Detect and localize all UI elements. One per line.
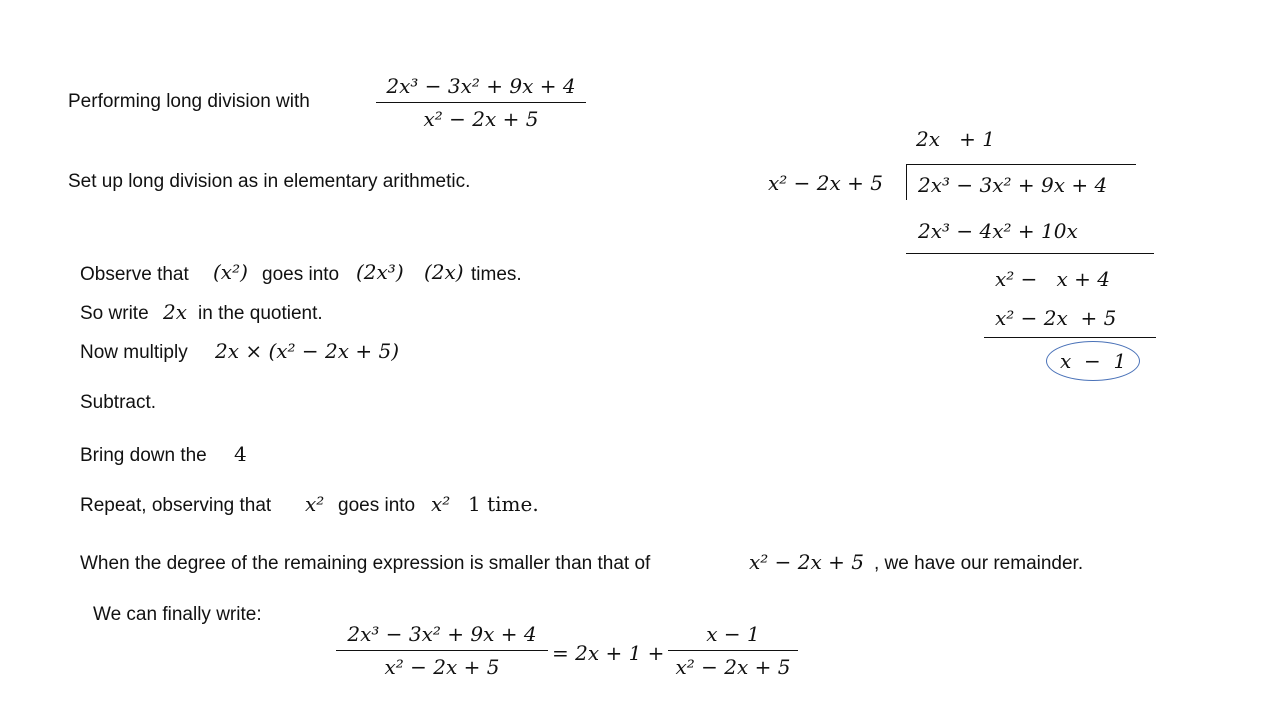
step-write-a: So write: [80, 303, 149, 324]
step-multiply: Now multiply: [80, 342, 188, 363]
result-lhs-denominator: x² − 2x + 5: [384, 655, 500, 679]
intro-fraction: [376, 76, 586, 129]
result-rhs-numerator: x − 1: [706, 622, 760, 646]
step-observe-a: Observe that: [80, 264, 189, 285]
step-bring-down: Bring down the: [80, 445, 207, 466]
step-repeat-a: Repeat, observing that: [80, 495, 272, 516]
step-observe-c: times.: [471, 264, 522, 285]
intro-text: Performing long division with: [68, 91, 310, 112]
division-bracket: [906, 164, 907, 200]
result-lhs-fraction: [336, 624, 548, 677]
math-x2-paren: (x²): [213, 260, 248, 284]
result-rhs-denominator: x² − 2x + 5: [675, 655, 791, 679]
math-divisor-inline: x² − 2x + 5: [749, 550, 864, 574]
math-2x: 2x: [163, 300, 188, 324]
intro-fraction-denominator: x² − 2x + 5: [423, 107, 539, 131]
math-one-time: 1 time.: [468, 492, 539, 516]
division-quotient: 2x + 1: [916, 127, 995, 151]
result-middle: = 2x + 1 +: [552, 641, 665, 665]
math-four: 4: [234, 442, 247, 466]
math-multiply-expr: 2x × (x² − 2x + 5): [215, 339, 400, 363]
result-rhs-fraction: [668, 624, 798, 677]
math-2x-paren: (2x): [424, 260, 464, 284]
step-observe-b: goes into: [262, 264, 340, 285]
step-repeat-b: goes into: [338, 495, 416, 516]
division-dividend: 2x³ − 3x² + 9x + 4: [918, 173, 1108, 197]
step-subtract: Subtract.: [80, 392, 157, 413]
intro-fraction-numerator: 2x³ − 3x² + 9x + 4: [386, 74, 576, 98]
step-degree-b: , we have our remainder.: [874, 553, 1084, 574]
division-subtract-line-1: [906, 253, 1154, 254]
division-subtract-line-2: [984, 337, 1156, 338]
division-divisor: x² − 2x + 5: [768, 171, 883, 195]
step-write-b: in the quotient.: [198, 303, 323, 324]
step-final: We can finally write:: [93, 604, 262, 625]
step-setup: Set up long division as in elementary arithmetic.: [68, 171, 471, 192]
division-product-1: 2x³ − 4x² + 10x: [918, 219, 1078, 243]
math-x2-a: x²: [305, 492, 325, 516]
division-top-bar: [906, 164, 1136, 165]
division-difference-1: x² − x + 4: [995, 267, 1110, 291]
division-product-2: x² − 2x + 5: [995, 306, 1117, 330]
step-degree-a: When the degree of the remaining expression is smaller than that of: [80, 553, 651, 574]
result-lhs-numerator: 2x³ − 3x² + 9x + 4: [347, 622, 537, 646]
math-x2-b: x²: [431, 492, 451, 516]
division-remainder: x − 1: [1060, 349, 1127, 373]
math-x3-paren: (2x³): [356, 260, 404, 284]
